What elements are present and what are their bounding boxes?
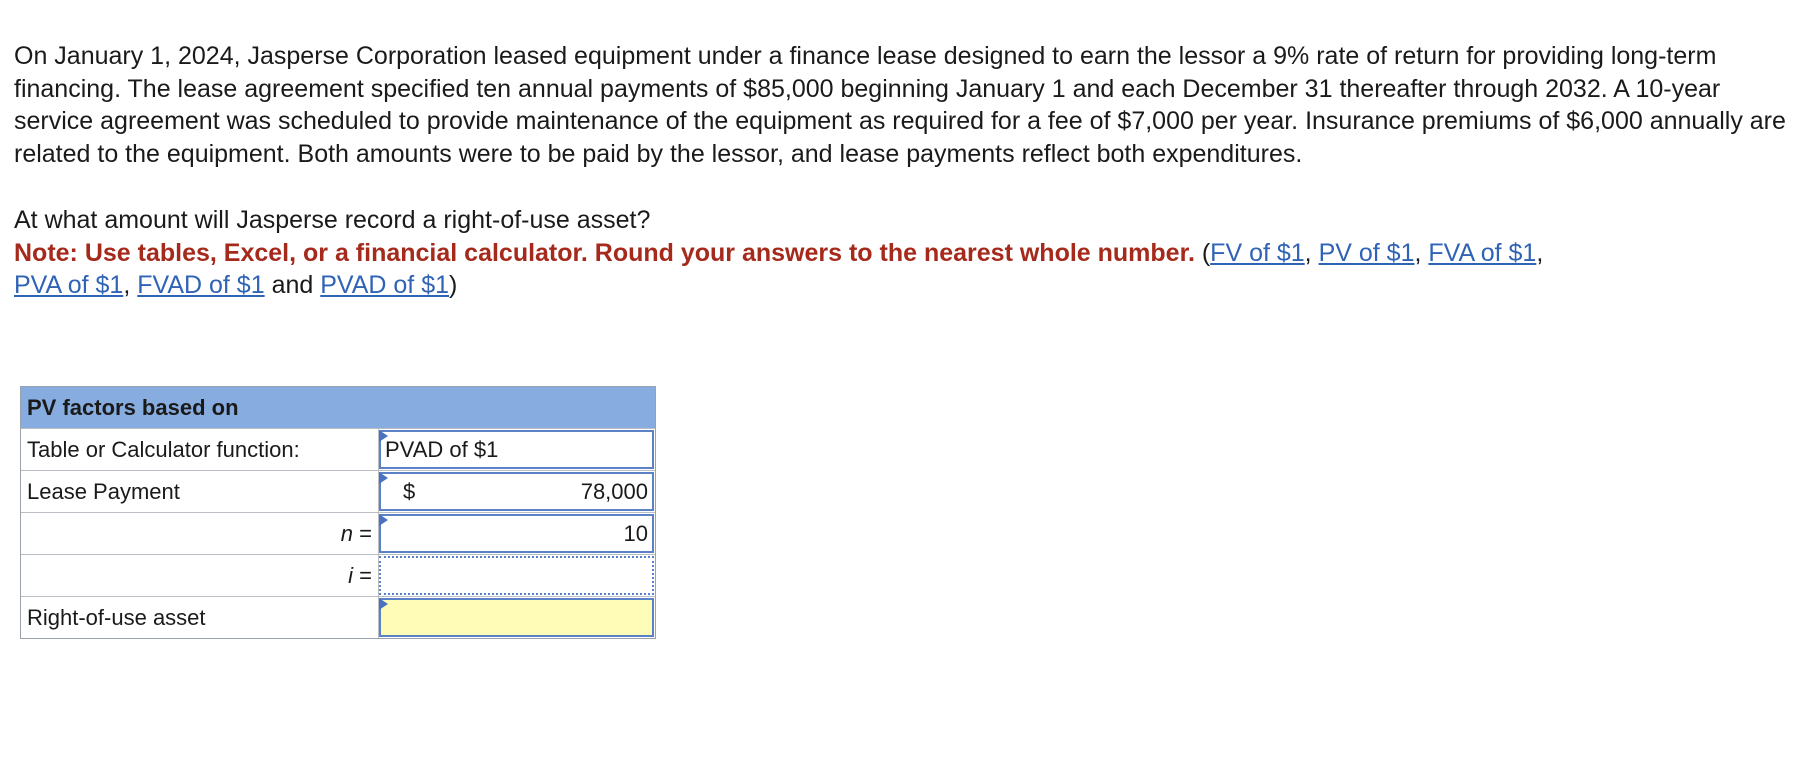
n-equals: = bbox=[353, 521, 372, 546]
function-select[interactable] bbox=[379, 430, 654, 469]
n-value: 10 bbox=[623, 521, 648, 546]
i-symbol: i bbox=[348, 563, 354, 588]
n-input[interactable] bbox=[379, 514, 654, 553]
currency-symbol: $ bbox=[403, 479, 416, 504]
separator-comma-2: , bbox=[1414, 238, 1429, 267]
cell-marker-icon bbox=[379, 514, 388, 526]
rounding-note: Note: Use tables, Excel, or a financial calculator. Round your answers to the nearest whole number. bbox=[14, 238, 1195, 267]
i-input[interactable] bbox=[379, 556, 654, 595]
payment-value: 78,000 bbox=[580, 479, 648, 504]
pv-of-1-link[interactable]: PV of $1 bbox=[1318, 238, 1415, 267]
problem-statement: On January 1, 2024, Jasperse Corporation leased equipment under a finance lease designed to earn the lessor a 9% rate of return for providing long-term financing. The lease agreement specified ten annual payments of $85,000 beginning January 1 and each December 31 thereafter through 2032. A 10-year service agreement was scheduled to provide maintenance of the equipment as required for a fee of $7,000 per year. Insurance premiums of $6,000 annually are related to the equipment. Both amounts were to be paid by the lessor, and lease payments reflect both expenditures. bbox=[14, 42, 1786, 168]
function-label: Table or Calculator function: bbox=[21, 429, 379, 470]
table-header: PV factors based on bbox=[27, 395, 239, 420]
note-open-paren: ( bbox=[1194, 238, 1211, 267]
table-row-n bbox=[21, 512, 655, 554]
question-text: At what amount will Jasperse record a right-of-use asset? bbox=[14, 206, 651, 234]
fva-of-1-link[interactable]: FVA of $1 bbox=[1428, 238, 1537, 267]
note-line bbox=[14, 237, 1794, 302]
cell-marker-icon bbox=[379, 598, 388, 610]
pv-factors-table bbox=[20, 386, 656, 639]
payment-label: Lease Payment bbox=[21, 471, 379, 512]
i-label bbox=[21, 555, 379, 596]
table-row-function bbox=[21, 428, 655, 470]
cell-marker-icon bbox=[379, 472, 388, 484]
n-symbol: n bbox=[340, 521, 354, 546]
pvad-of-1-link[interactable]: PVAD of $1 bbox=[320, 271, 450, 299]
n-label bbox=[21, 513, 379, 554]
payment-input[interactable] bbox=[379, 472, 654, 511]
function-value: PVAD of $1 bbox=[385, 437, 499, 462]
table-row-payment bbox=[21, 470, 655, 512]
i-equals: = bbox=[353, 563, 372, 588]
table-row-i bbox=[21, 554, 655, 596]
separator-comma-3: , bbox=[1536, 238, 1544, 267]
separator-comma-4: , bbox=[123, 271, 138, 299]
note-close-paren: ) bbox=[449, 271, 458, 299]
pva-of-1-link[interactable]: PVA of $1 bbox=[14, 271, 124, 299]
fvad-of-1-link[interactable]: FVAD of $1 bbox=[137, 271, 265, 299]
rou-label: Right-of-use asset bbox=[21, 597, 379, 638]
separator-comma-1: , bbox=[1304, 238, 1319, 267]
fv-of-1-link[interactable]: FV of $1 bbox=[1210, 238, 1305, 267]
rou-input[interactable] bbox=[379, 598, 654, 637]
problem-content bbox=[14, 40, 1794, 302]
separator-and: and bbox=[264, 271, 321, 299]
table-header-row bbox=[21, 387, 655, 428]
table-row-rou bbox=[21, 596, 655, 638]
